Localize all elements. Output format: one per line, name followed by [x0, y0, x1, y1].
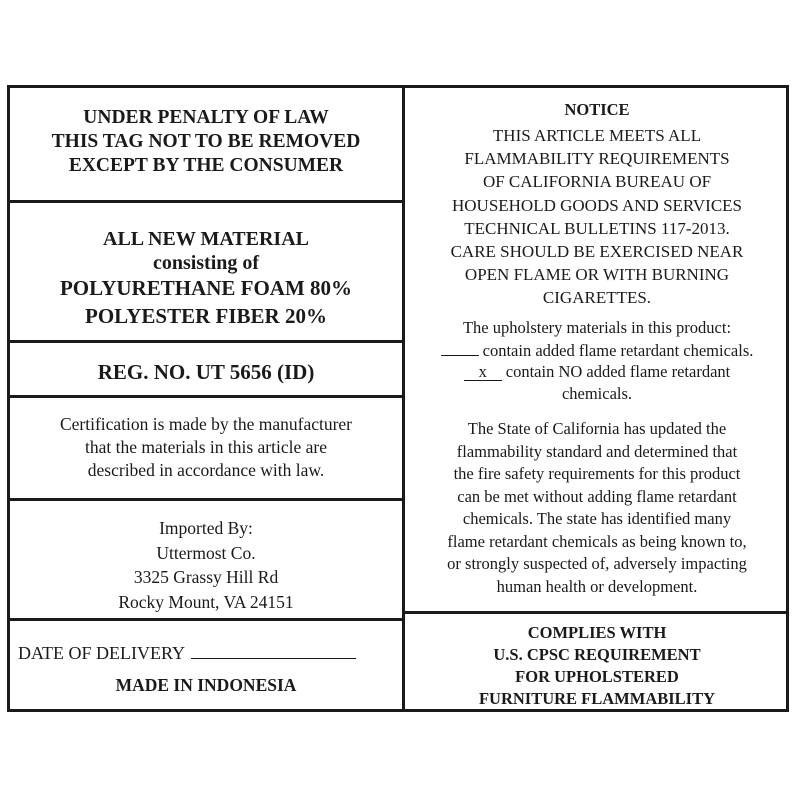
notice-line: OF CALIFORNIA BUREAU OF: [482, 172, 712, 192]
notice-line: OPEN FLAME OR WITH BURNING: [464, 265, 730, 285]
cpsc-compliance: [405, 622, 789, 710]
importer-line: Rocky Mount, VA 24151: [118, 591, 294, 612]
material-line: POLYURETHANE FOAM 80%: [59, 276, 353, 300]
upholstery-disclosure: [405, 317, 789, 404]
certification-line: described in accordance with law.: [87, 460, 325, 480]
option-none-text: contain NO added flame retardant: [505, 362, 731, 381]
option-added-text: contain added flame retardant chemicals.: [482, 340, 754, 360]
upholstery-option-none: [405, 361, 789, 383]
notice-text: [405, 124, 789, 310]
notice-heading: NOTICE: [564, 100, 630, 119]
divider-certification: [10, 498, 402, 501]
penalty-line: UNDER PENALTY OF LAW: [83, 107, 329, 128]
material-line: consisting of: [152, 252, 260, 274]
cpsc-line: COMPLIES WITH: [527, 623, 667, 642]
state-line: chemicals. The state has identified many: [462, 509, 732, 528]
state-line: The State of California has updated the: [467, 419, 727, 438]
divider-importer: [10, 618, 402, 621]
notice-line: THIS ARTICLE MEETS ALL: [492, 126, 702, 145]
state-line: can be met without adding flame retardant: [457, 486, 737, 506]
delivery-date-blank: [191, 640, 356, 659]
upholstery-intro: The upholstery materials in this product:: [462, 318, 732, 337]
divider-material: [10, 340, 402, 343]
divider-registration: [10, 395, 402, 398]
state-line: flame retardant chemicals as being known to,: [447, 531, 747, 551]
cpsc-line: FOR UPHOLSTERED: [515, 667, 679, 686]
notice-line: HOUSEHOLD GOODS AND SERVICES: [451, 195, 743, 215]
certification-statement: [10, 413, 402, 482]
upholstery-option-added: [405, 339, 789, 362]
law-tag: [7, 85, 789, 712]
state-line: or strongly suspected of, adversely impacting: [447, 554, 747, 573]
option-none-text-cont: chemicals.: [561, 383, 633, 403]
delivery-label: DATE OF DELIVERY: [18, 643, 185, 663]
importer-line: Uttermost Co.: [156, 542, 256, 563]
certification-line: that the materials in this article are: [85, 437, 327, 457]
material-line: ALL NEW MATERIAL: [103, 228, 309, 250]
country-of-origin: MADE IN INDONESIA: [115, 675, 297, 695]
notice-line: CARE SHOULD BE EXERCISED NEAR: [450, 242, 744, 262]
notice-line: TECHNICAL BULLETINS 117-2013.: [464, 218, 730, 238]
state-notice: [405, 418, 789, 598]
state-line: the fire safety requirements for this product: [453, 464, 741, 483]
importer-address: [10, 516, 402, 614]
option-none-checkbox: x: [464, 364, 502, 381]
penalty-warning: [10, 106, 402, 178]
penalty-line: EXCEPT BY THE CONSUMER: [68, 155, 344, 176]
state-line: human health or development.: [496, 576, 698, 596]
cpsc-line: U.S. CPSC REQUIREMENT: [493, 645, 701, 664]
option-added-checkbox: [441, 339, 479, 356]
notice-line: FLAMMABILITY REQUIREMENTS: [464, 149, 730, 169]
state-line: flammability standard and determined that: [456, 441, 738, 461]
divider-penalty: [10, 200, 402, 203]
date-of-delivery: [18, 640, 398, 665]
material-content: [10, 226, 402, 330]
registration-number: REG. NO. UT 5656 (ID): [97, 360, 315, 384]
importer-line: 3325 Grassy Hill Rd: [133, 567, 279, 587]
divider-notice: [405, 611, 786, 614]
penalty-line: THIS TAG NOT TO BE REMOVED: [51, 131, 361, 152]
certification-line: Certification is made by the manufacturer: [59, 414, 353, 434]
notice-line: CIGARETTES.: [542, 288, 652, 308]
material-line: POLYESTER FIBER 20%: [85, 304, 327, 328]
cpsc-line: FURNITURE FLAMMABILITY: [478, 689, 716, 708]
importer-line: Imported By:: [159, 518, 253, 538]
